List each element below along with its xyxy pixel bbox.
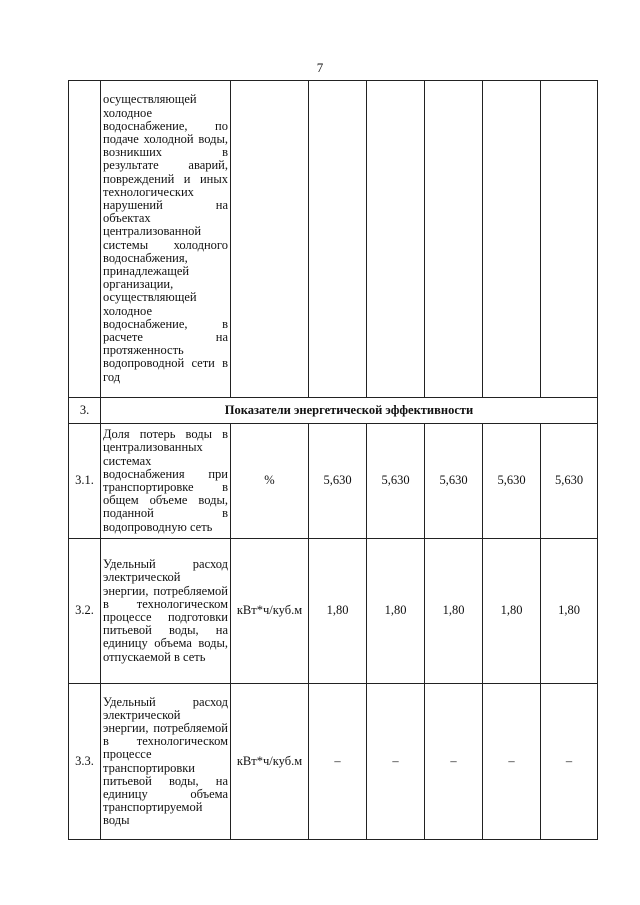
- section-title: Показатели энергетической эффективности: [101, 398, 598, 424]
- value-cell: [541, 81, 598, 398]
- value-cell: 5,630: [367, 424, 425, 538]
- section-number: 3.: [69, 398, 101, 424]
- row-number: 3.2.: [69, 538, 101, 684]
- page-number: 7: [316, 60, 324, 75]
- value-cell: [483, 81, 541, 398]
- value-cell: [425, 81, 483, 398]
- unit-cell: [231, 81, 309, 398]
- value-cell: 1,80: [541, 538, 598, 684]
- unit-cell: кВт*ч/куб.м: [231, 684, 309, 840]
- value-cell: –: [541, 684, 598, 840]
- table-row: [69, 538, 598, 684]
- indicator-description: Доля потерь воды в централизованных системах водоснабжения при транспортировке в общем объеме воды, поданной в водопроводную сеть: [101, 424, 231, 538]
- indicator-description: Удельный расход электрической энергии, потребляемой в технологическом процессе подготовки питьевой воды, на единицу объема воды, отпускаемой в сеть: [101, 538, 231, 684]
- row-number: 3.1.: [69, 424, 101, 538]
- indicator-description: Удельный расход электрической энергии, потребляемой в технологическом процессе транспортировки питьевой воды, на единицу объема транспортируемой воды: [101, 684, 231, 840]
- indicators-table: [68, 80, 598, 840]
- value-cell: –: [483, 684, 541, 840]
- value-cell: [309, 81, 367, 398]
- value-cell: –: [309, 684, 367, 840]
- value-cell: 5,630: [483, 424, 541, 538]
- section-row: [69, 398, 598, 424]
- value-cell: 1,80: [367, 538, 425, 684]
- value-cell: 1,80: [425, 538, 483, 684]
- value-cell: 1,80: [309, 538, 367, 684]
- value-cell: 5,630: [309, 424, 367, 538]
- indicator-description: осуществляющей холодное водоснабжение, по подаче холодной воды, возникших в результате аварий, повреждений и иных технологических нарушений на объектах централизованной системы холодного водоснабжения, принадлежащей организации, осуществляющей холодное водоснабжение, в расчете на протяженность водопроводной сети в год: [101, 81, 231, 398]
- row-number: [69, 81, 101, 398]
- value-cell: –: [425, 684, 483, 840]
- table-row: [69, 684, 598, 840]
- value-cell: 1,80: [483, 538, 541, 684]
- row-number: 3.3.: [69, 684, 101, 840]
- value-cell: 5,630: [425, 424, 483, 538]
- table-row: [69, 424, 598, 538]
- table-row: [69, 81, 598, 398]
- value-cell: [367, 81, 425, 398]
- value-cell: –: [367, 684, 425, 840]
- unit-cell: %: [231, 424, 309, 538]
- unit-cell: кВт*ч/куб.м: [231, 538, 309, 684]
- value-cell: 5,630: [541, 424, 598, 538]
